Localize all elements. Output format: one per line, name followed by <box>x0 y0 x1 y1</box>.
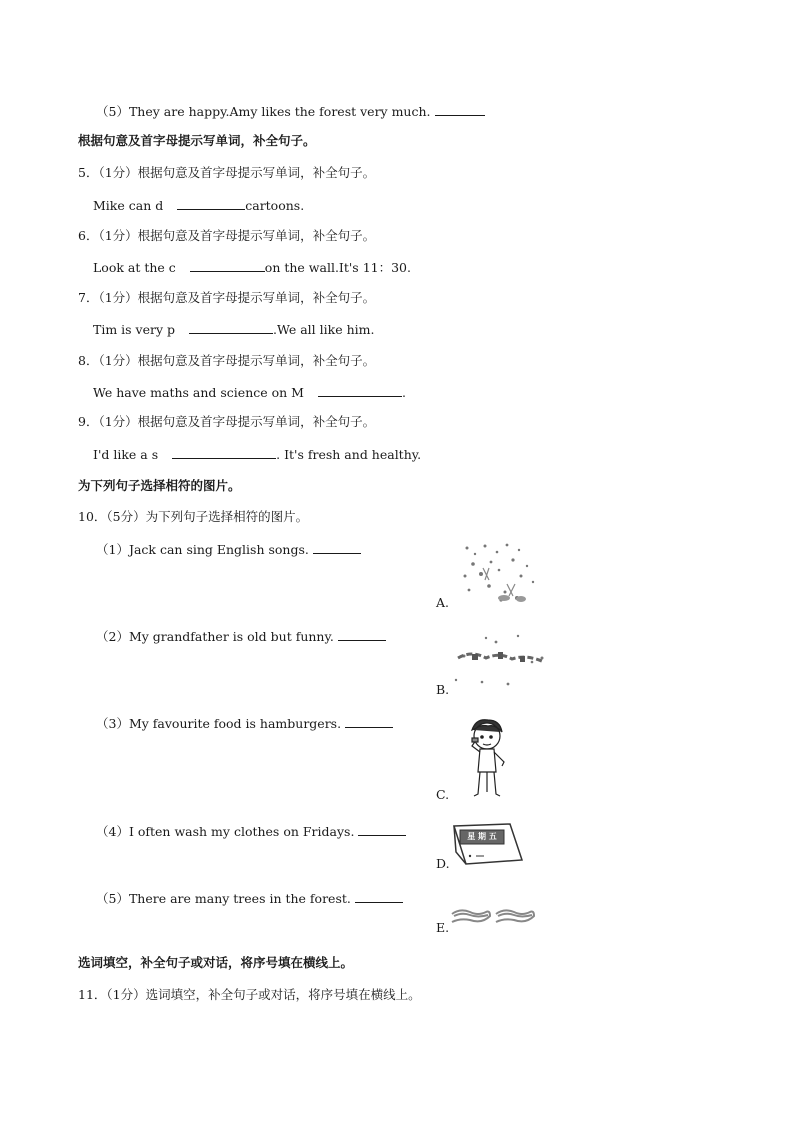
question-8-sentence: We have maths and science on M . <box>93 385 406 400</box>
option-b-label: B. <box>436 682 450 697</box>
answer-blank[interactable] <box>355 890 403 903</box>
option-a-label: A. <box>436 595 450 610</box>
question-5-sentence: Mike can d cartoons. <box>93 198 305 213</box>
question-9-sentence: I'd like a s . It's fresh and healthy. <box>93 447 422 462</box>
question-6-sentence: Look at the c on the wall.It's 11：30. <box>93 260 411 275</box>
mustache-shapes-image[interactable] <box>450 906 536 928</box>
question-7-header: 7．（1分）根据句意及首字母提示写单词，补全句子。 <box>78 290 376 305</box>
question-10-header: 10．（5分）为下列句子选择相符的图片。 <box>78 509 309 524</box>
question-9-header: 9．（1分）根据句意及首字母提示写单词，补全句子。 <box>78 414 376 429</box>
question-7-sentence: Tim is very p .We all like him. <box>93 322 375 337</box>
calendar-frame-icon <box>450 820 526 866</box>
question-6-header: 6．（1分）根据句意及首字母提示写单词，补全句子。 <box>78 228 376 243</box>
answer-blank[interactable] <box>435 103 485 116</box>
boy-eating-image[interactable] <box>458 716 514 800</box>
question-10-item-5: （5）There are many trees in the forest. <box>96 890 403 907</box>
section-heading-fill-in: 选词填空，补全句子或对话，将序号填在横线上。 <box>78 955 354 970</box>
section-heading-spelling: 根据句意及首字母提示写单词，补全句子。 <box>78 133 316 148</box>
answer-blank[interactable] <box>358 823 406 836</box>
answer-blank[interactable] <box>172 446 276 459</box>
question-8-header: 8．（1分）根据句意及首字母提示写单词，补全句子。 <box>78 353 376 368</box>
scattered-figures-image[interactable] <box>452 632 550 688</box>
answer-blank[interactable] <box>338 628 386 641</box>
option-d-label: D. <box>436 856 450 871</box>
option-e-label: E. <box>436 920 450 935</box>
calendar-caption: 星 期 五 <box>467 832 497 841</box>
question-10-item-1: （1）Jack can sing English songs. <box>96 541 361 558</box>
calendar-image[interactable] <box>450 820 526 866</box>
section-heading-pictures: 为下列句子选择相符的图片。 <box>78 478 241 493</box>
answer-blank[interactable] <box>177 197 245 210</box>
singing-notes-image[interactable] <box>455 540 540 606</box>
option-c-label: C. <box>436 787 450 802</box>
answer-blank[interactable] <box>345 715 393 728</box>
question-10-item-3: （3）My favourite food is hamburgers. <box>96 715 393 732</box>
question-4-item-5: （5）They are happy.Amy likes the forest very much. <box>96 103 485 120</box>
question-5-header: 5．（1分）根据句意及首字母提示写单词，补全句子。 <box>78 165 376 180</box>
question-11-header: 11．（1分）选词填空，补全句子或对话，将序号填在横线上。 <box>78 987 421 1002</box>
answer-blank[interactable] <box>318 384 402 397</box>
answer-blank[interactable] <box>189 321 273 334</box>
answer-blank[interactable] <box>313 541 361 554</box>
question-10-item-2: （2）My grandfather is old but funny. <box>96 628 386 645</box>
question-10-item-4: （4）I often wash my clothes on Fridays. <box>96 823 406 840</box>
answer-blank[interactable] <box>190 259 265 272</box>
